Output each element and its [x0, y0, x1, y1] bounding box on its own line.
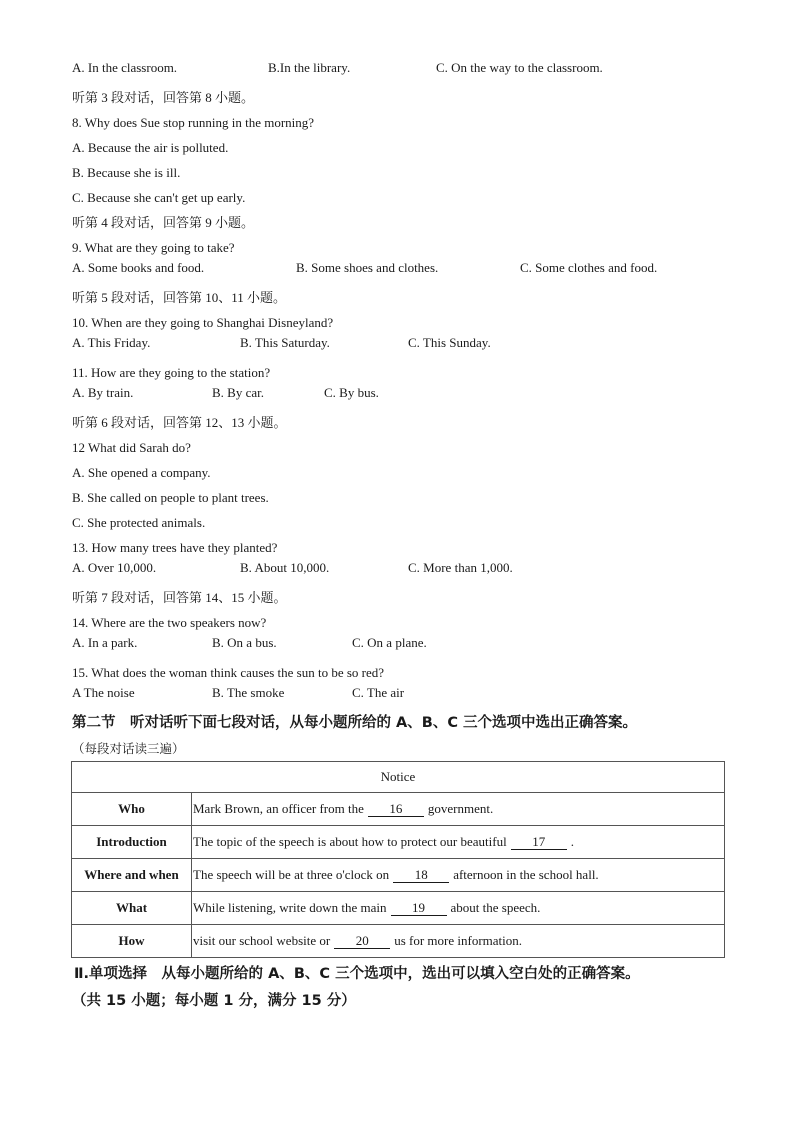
q14-question: 14. Where are the two speakers now? [72, 615, 267, 630]
dialog-6-instruction: 听第 6 段对话，回答第 12、13 小题。 [72, 415, 287, 430]
q7-option-c: C. On the way to the classroom. [436, 60, 603, 75]
q14-option-b: B. On a bus. [212, 635, 277, 650]
q15-options [72, 685, 724, 710]
q10-option-c: C. This Sunday. [408, 335, 491, 350]
q11-option-a: A. By train. [72, 385, 134, 400]
answer-blank-20: 20 [334, 933, 390, 949]
q9-option-a: A. Some books and food. [72, 260, 205, 275]
row-text-after: about the speech. [450, 900, 541, 915]
q10-option-a: A. This Friday. [72, 335, 151, 350]
q15-option-b: B. The smoke [212, 685, 285, 700]
answer-blank-16: 16 [368, 801, 424, 817]
q8-option-b: B. Because she is ill. [72, 165, 181, 180]
notice-row-where-and-when [72, 859, 725, 892]
notice-row-introduction [72, 826, 725, 859]
part-2-title: Ⅱ.单项选择 从每小题所给的 A、B、C 三个选项中，选出可以填入空白处的正确答案。 [74, 966, 640, 982]
q9-options [72, 260, 724, 285]
q14-option-a: A. In a park. [72, 635, 138, 650]
q12-question: 12 What did Sarah do? [72, 440, 191, 455]
q7-options [72, 60, 724, 85]
row-value [192, 859, 725, 892]
row-text-before: Mark Brown, an officer from the [193, 801, 364, 816]
q13-options [72, 560, 724, 585]
answer-blank-19: 19 [391, 900, 447, 916]
q13-question: 13. How many trees have they planted? [72, 540, 278, 555]
notice-table [71, 761, 725, 958]
dialog-5-instruction: 听第 5 段对话，回答第 10、11 小题。 [72, 290, 287, 305]
q7-option-a: A. In the classroom. [72, 60, 178, 75]
listening-questions [72, 60, 724, 710]
row-value [192, 826, 725, 859]
row-text-after: afternoon in the school hall. [453, 867, 599, 882]
notice-row-who [72, 793, 725, 826]
dialog-7-instruction: 听第 7 段对话，回答第 14、15 小题。 [72, 590, 287, 605]
row-value [192, 793, 725, 826]
part-2-subtitle: （共 15 小题；每小题 1 分，满分 15 分） [72, 993, 356, 1009]
section-2-note: （每段对话读三遍） [72, 741, 185, 756]
q9-option-c: C. Some clothes and food. [520, 260, 658, 275]
notice-heading: Notice [72, 762, 725, 793]
row-text-before: The topic of the speech is about how to protect our beautiful [193, 834, 507, 849]
section-2-title: 第二节 听对话听下面七段对话，从每小题所给的 A、B、C 三个选项中选出正确答案。 [72, 715, 638, 731]
row-text-after: . [570, 834, 574, 849]
q8-question: 8. Why does Sue stop running in the morning? [72, 115, 315, 130]
answer-blank-17: 17 [511, 834, 567, 850]
q8-option-c: C. Because she can't get up early. [72, 190, 246, 205]
q15-option-c: C. The air [352, 685, 405, 700]
answer-blank-18: 18 [393, 867, 449, 883]
q13-option-b: B. About 10,000. [240, 560, 330, 575]
q10-options [72, 335, 724, 360]
row-text-after: government. [427, 801, 494, 816]
q10-option-b: B. This Saturday. [240, 335, 330, 350]
row-label: Where and when [72, 859, 192, 892]
q9-question: 9. What are they going to take? [72, 240, 235, 255]
row-label: How [72, 925, 192, 958]
q7-option-b: B.In the library. [268, 60, 351, 75]
q15-option-a: A The noise [72, 685, 135, 700]
q14-options [72, 635, 724, 660]
q13-option-a: A. Over 10,000. [72, 560, 157, 575]
notice-row-how [72, 925, 725, 958]
q11-question: 11. How are they going to the station? [72, 365, 271, 380]
q14-option-c: C. On a plane. [352, 635, 427, 650]
q11-option-c: C. By bus. [324, 385, 379, 400]
q11-option-b: B. By car. [212, 385, 264, 400]
q15-question: 15. What does the woman think causes the sun to be so red? [72, 665, 385, 680]
q12-option-b: B. She called on people to plant trees. [72, 490, 269, 505]
q12-option-a: A. She opened a company. [72, 465, 211, 480]
row-value [192, 925, 725, 958]
q9-option-b: B. Some shoes and clothes. [296, 260, 439, 275]
q12-option-c: C. She protected animals. [72, 515, 206, 530]
q8-option-a: A. Because the air is polluted. [72, 140, 229, 155]
row-label: What [72, 892, 192, 925]
notice-row-what [72, 892, 725, 925]
row-text-after: us for more information. [394, 933, 523, 948]
dialog-4-instruction: 听第 4 段对话，回答第 9 小题。 [72, 215, 255, 230]
row-text-before: The speech will be at three o'clock on [193, 867, 390, 882]
row-text-before: visit our school website or [193, 933, 331, 948]
row-value [192, 892, 725, 925]
q13-option-c: C. More than 1,000. [408, 560, 513, 575]
row-label: Introduction [72, 826, 192, 859]
row-text-before: While listening, write down the main [193, 900, 387, 915]
dialog-3-instruction: 听第 3 段对话，回答第 8 小题。 [72, 90, 255, 105]
q11-options [72, 385, 724, 410]
notice-heading-row [72, 762, 725, 793]
row-label: Who [72, 793, 192, 826]
q10-question: 10. When are they going to Shanghai Disneyland? [72, 315, 334, 330]
